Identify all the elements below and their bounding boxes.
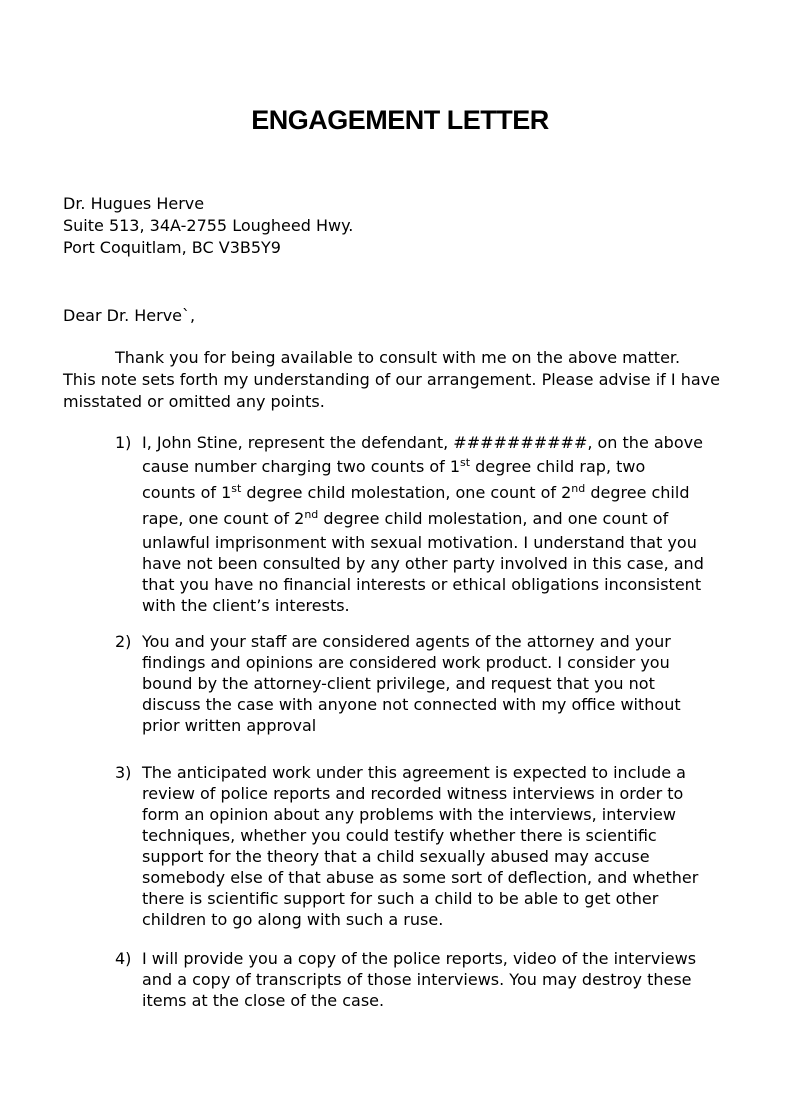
text-line: techniques, whether you could testify whether there is scientific — [142, 826, 657, 845]
superscript: st — [460, 456, 471, 469]
text-line: children to go along with such a ruse. — [142, 910, 444, 929]
intro-line: Thank you for being available to consult with me on the above matter. — [115, 348, 681, 367]
list-item-text — [142, 631, 742, 736]
address-line-city: Port Coquitlam, BC V3B5Y9 — [63, 238, 281, 257]
text-line: with the client’s interests. — [142, 596, 350, 615]
list-item-text — [142, 762, 742, 930]
text-run: degree child molestation, and one count of — [318, 509, 669, 528]
list-item-text — [142, 948, 742, 1011]
superscript: nd — [571, 482, 586, 495]
salutation: Dear Dr. Herve`, — [63, 306, 196, 325]
text-line: and a copy of transcripts of those interviews. You may destroy these — [142, 970, 692, 989]
superscript: st — [231, 482, 242, 495]
text-run: degree child molestation, one count of 2 — [241, 483, 572, 502]
intro-line: misstated or omitted any points. — [63, 392, 325, 411]
text-line: I will provide you a copy of the police reports, video of the interviews — [142, 949, 697, 968]
intro-line: This note sets forth my understanding of our arrangement. Please advise if I have — [63, 370, 720, 389]
list-item-number: 4) — [115, 949, 132, 968]
text-line: discuss the case with anyone not connected with my office without — [142, 695, 681, 714]
letter-title: ENGAGEMENT LETTER — [251, 105, 549, 135]
list-item-number: 3) — [115, 763, 132, 782]
text-line: support for the theory that a child sexually abused may accuse — [142, 847, 650, 866]
text-line: that you have no financial interests or ethical obligations inconsistent — [142, 575, 702, 594]
list-item-number: 2) — [115, 632, 132, 651]
recipient-name: Dr. Hugues Herve — [63, 194, 205, 213]
text-run: counts of 1 — [142, 483, 232, 502]
text-line: I, John Stine, represent the defendant, ##########, on the above — [142, 433, 703, 452]
text-line: somebody else of that abuse as some sort of deflection, and whether — [142, 868, 699, 887]
text-line: form an opinion about any problems with the interviews, interview — [142, 805, 676, 824]
text-line: review of police reports and recorded witness interviews in order to — [142, 784, 684, 803]
text-line: have not been consulted by any other party involved in this case, and — [142, 554, 704, 573]
text-line: bound by the attorney-client privilege, and request that you not — [142, 674, 655, 693]
text-line: items at the close of the case. — [142, 991, 385, 1010]
text-line: You and your staff are considered agents of the attorney and your — [142, 632, 671, 651]
text-line: there is scientific support for such a child to be able to get other — [142, 889, 659, 908]
text-run: degree child — [585, 483, 690, 502]
text-line: findings and opinions are considered work product. I consider you — [142, 653, 670, 672]
text-run: rape, one count of 2 — [142, 509, 305, 528]
text-line: prior written approval — [142, 716, 317, 735]
list-item-text — [142, 432, 742, 616]
text-line — [142, 454, 742, 480]
text-line — [142, 506, 742, 532]
address-line-street: Suite 513, 34A-2755 Lougheed Hwy. — [63, 216, 354, 235]
text-line: unlawful imprisonment with sexual motivation. I understand that you — [142, 533, 697, 552]
text-run: degree child rap, two — [470, 457, 646, 476]
text-line — [142, 480, 742, 506]
list-item-number: 1) — [115, 433, 132, 452]
text-line: The anticipated work under this agreement is expected to include a — [142, 763, 686, 782]
text-run: cause number charging two counts of 1 — [142, 457, 461, 476]
superscript: nd — [304, 508, 319, 521]
